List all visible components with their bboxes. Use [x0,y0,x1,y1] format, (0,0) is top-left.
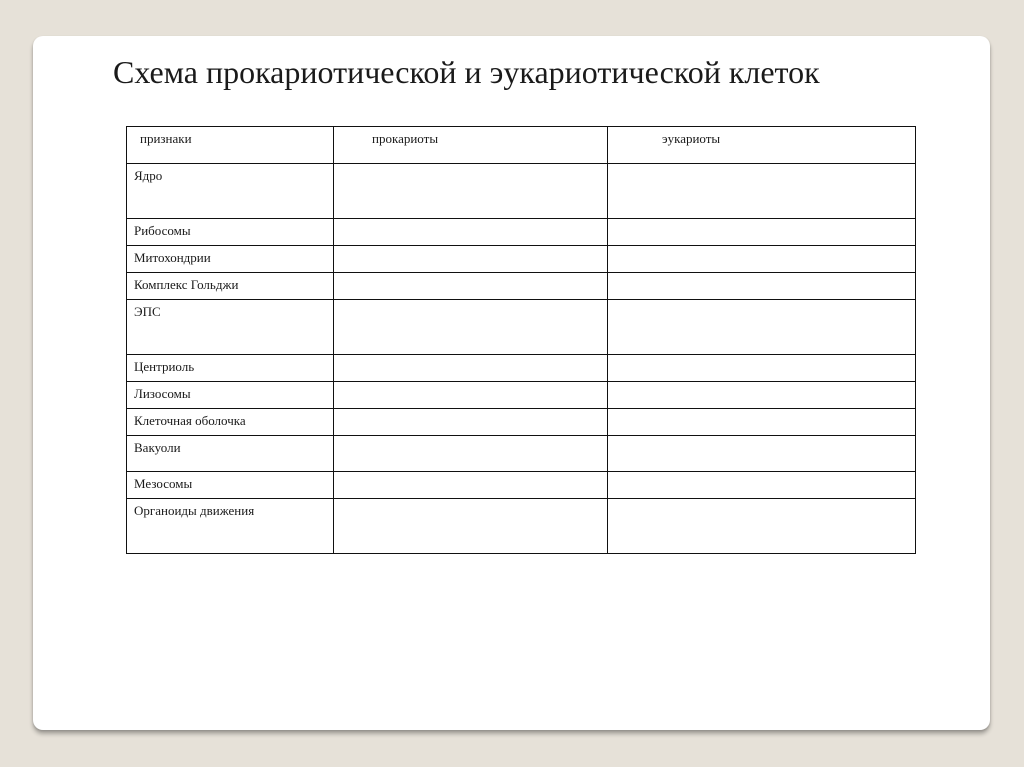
table-row [127,273,916,300]
cell-prokaryotes [334,219,608,246]
cell-eukaryotes [608,409,916,436]
cell-prokaryotes [334,355,608,382]
row-label: Центриоль [127,355,334,382]
row-label: Органоиды движения [127,499,334,554]
row-label: Комплекс Гольджи [127,273,334,300]
slide-title: Схема прокариотической и эукариотической клеток [113,54,820,90]
table-header-row [127,127,916,164]
cell-eukaryotes [608,472,916,499]
row-label: Рибосомы [127,219,334,246]
cell-prokaryotes [334,164,608,219]
cell-eukaryotes [608,382,916,409]
cell-eukaryotes [608,219,916,246]
table-row [127,164,916,219]
row-label: Ядро [127,164,334,219]
cell-eukaryotes [608,499,916,554]
cell-eukaryotes [608,300,916,355]
cell-prokaryotes [334,382,608,409]
cell-prokaryotes [334,436,608,472]
cell-prokaryotes [334,499,608,554]
row-label: Лизосомы [127,382,334,409]
cell-prokaryotes [334,409,608,436]
table-row [127,499,916,554]
cell-prokaryotes [334,472,608,499]
table-row [127,246,916,273]
row-label: Мезосомы [127,472,334,499]
cell-eukaryotes [608,355,916,382]
cell-eukaryotes [608,436,916,472]
cell-eukaryotes [608,164,916,219]
table-row [127,472,916,499]
row-label: Митохондрии [127,246,334,273]
cell-prokaryotes [334,273,608,300]
column-header-features: признаки [127,127,334,164]
row-label: ЭПС [127,300,334,355]
table-row [127,355,916,382]
cell-prokaryotes [334,246,608,273]
row-label: Вакуоли [127,436,334,472]
table-row [127,219,916,246]
table-row [127,300,916,355]
row-label: Клеточная оболочка [127,409,334,436]
table-row [127,409,916,436]
table-row [127,436,916,472]
cell-prokaryotes [334,300,608,355]
table-row [127,382,916,409]
column-header-prokaryotes: прокариоты [334,127,608,164]
column-header-eukaryotes: эукариоты [608,127,916,164]
cell-eukaryotes [608,273,916,300]
cell-eukaryotes [608,246,916,273]
comparison-table [126,126,916,554]
